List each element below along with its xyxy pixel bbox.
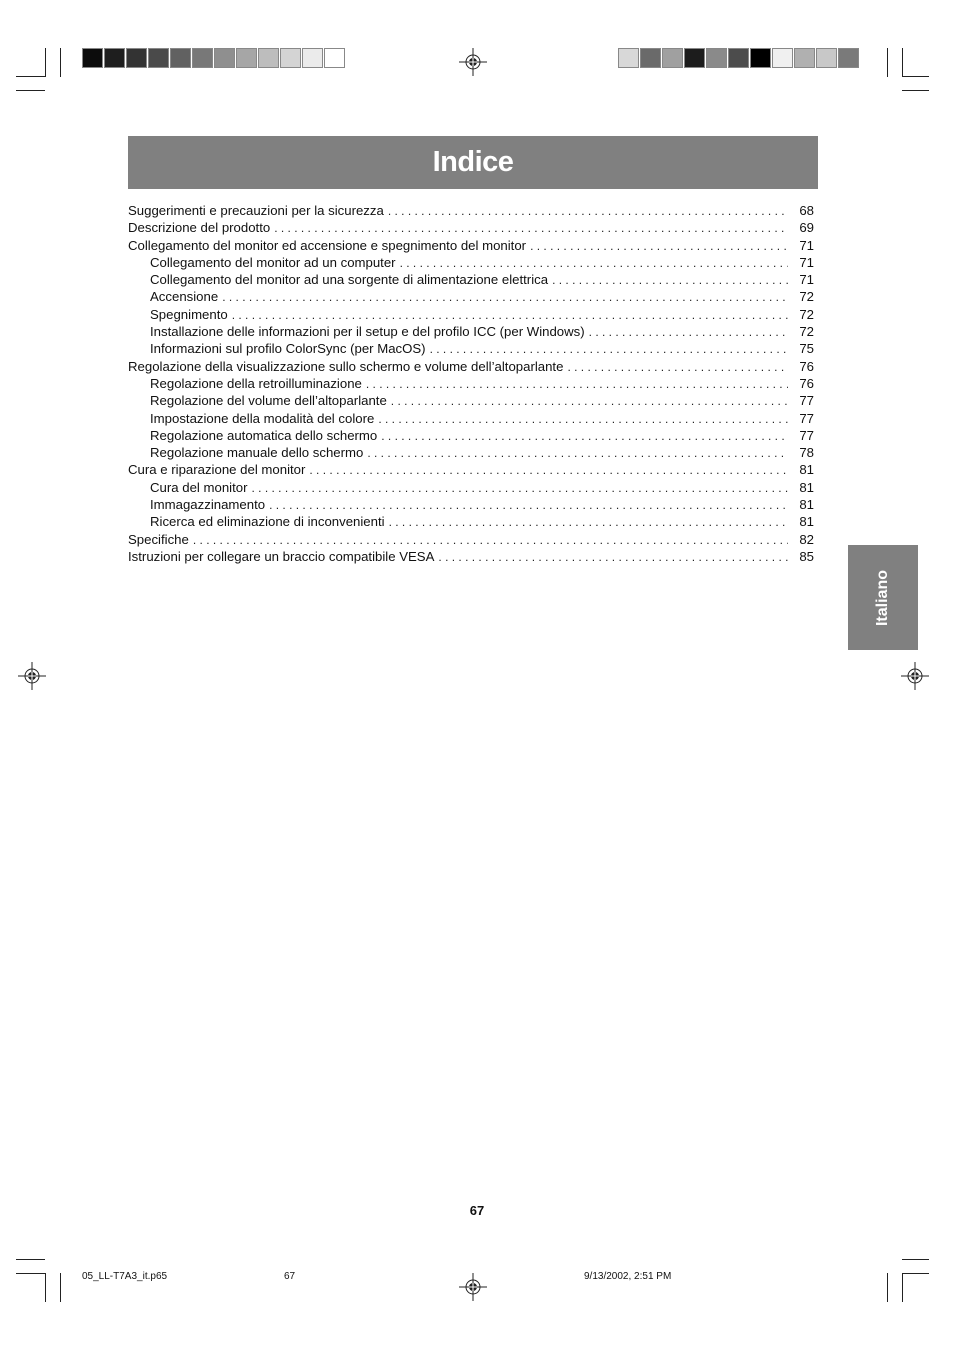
toc-entry-title: Descrizione del prodotto (128, 220, 271, 236)
color-bar-right (618, 48, 860, 68)
toc-leader-dots (552, 272, 788, 289)
language-tab-label: Italiano (873, 569, 891, 626)
toc-leader-dots (530, 238, 788, 255)
toc-entry-page: 77 (799, 393, 814, 409)
toc-entry-page: 81 (799, 514, 814, 530)
color-swatch (236, 48, 257, 68)
toc-leader-dots (438, 549, 788, 566)
toc-entry-title: Collegamento del monitor ed accensione e spegnimento del monitor (128, 237, 527, 253)
crop-mark (902, 1273, 903, 1302)
toc-entry-page: 72 (799, 289, 814, 305)
toc-leader-dots (366, 376, 788, 393)
toc-entry-page: 82 (799, 531, 814, 547)
toc-leader-dots (589, 324, 788, 341)
toc-entry-page: 77 (799, 410, 814, 426)
toc-entry-page: 76 (799, 375, 814, 391)
toc-leader-dots (251, 480, 788, 497)
toc-entry-title: Regolazione automatica dello schermo (150, 427, 378, 443)
crop-mark (60, 1273, 61, 1302)
registration-mark-icon (901, 662, 929, 690)
toc-entry (128, 444, 814, 461)
color-bar-left (82, 48, 346, 68)
toc-entry-title: Cura del monitor (150, 479, 248, 495)
color-swatch (772, 48, 793, 68)
toc-entry-title: Regolazione della visualizzazione sullo schermo e volume dell’altoparlante (128, 358, 564, 374)
toc-entry-title: Suggerimenti e precauzioni per la sicurezza (128, 203, 384, 218)
toc-entry-title: Accensione (150, 289, 219, 305)
toc-entry (128, 340, 814, 357)
toc-entry-title: Regolazione del volume dell’altoparlante (150, 393, 387, 409)
crop-mark (16, 1259, 45, 1260)
toc-entry (128, 461, 814, 478)
toc-entry-title: Cura e riparazione del monitor (128, 462, 306, 478)
toc-entry-page: 69 (799, 220, 814, 236)
toc-entry (128, 306, 814, 323)
toc-leader-dots (381, 428, 788, 445)
toc-entry-page: 81 (799, 479, 814, 495)
toc-entry (128, 531, 814, 548)
color-swatch (794, 48, 815, 68)
toc-leader-dots (367, 445, 788, 462)
toc-entry (128, 288, 814, 305)
crop-mark (16, 90, 45, 91)
toc-entry (128, 479, 814, 496)
toc-entry-page: 81 (799, 462, 814, 478)
crop-mark (45, 48, 46, 77)
toc-leader-dots (309, 462, 788, 479)
toc-entry (128, 410, 814, 427)
toc-entry (128, 548, 814, 565)
color-swatch (728, 48, 749, 68)
crop-mark (902, 90, 929, 91)
toc-entry-page: 72 (799, 324, 814, 340)
toc-leader-dots (400, 255, 788, 272)
toc-entry (128, 375, 814, 392)
toc-leader-dots (378, 411, 788, 428)
registration-mark-icon (18, 662, 46, 690)
toc-leader-dots (193, 532, 788, 549)
toc-leader-dots (274, 220, 788, 237)
toc-entry-page: 75 (799, 341, 814, 357)
toc-leader-dots (232, 307, 788, 324)
toc-entry-page: 85 (799, 548, 814, 564)
color-swatch (104, 48, 125, 68)
toc-entry-title: Installazione delle informazioni per il setup e del profilo ICC (per Windows) (150, 324, 585, 340)
toc-entry (128, 392, 814, 409)
toc-entry-page: 78 (799, 445, 814, 461)
registration-mark-icon (459, 48, 487, 76)
toc-entry-title: Collegamento del monitor ad una sorgente di alimentazione elettrica (150, 272, 549, 288)
toc-leader-dots (391, 393, 788, 410)
footer-timestamp: 9/13/2002, 2:51 PM (584, 1271, 672, 1282)
toc-entry-title: Spegnimento (150, 306, 228, 322)
crop-mark (16, 76, 45, 77)
crop-mark (902, 76, 929, 77)
toc-entry-page: 71 (799, 254, 814, 270)
toc-entry-page: 77 (799, 427, 814, 443)
toc-entry-title: Impostazione della modalità del colore (150, 410, 375, 426)
toc-leader-dots (222, 289, 788, 306)
toc-leader-dots (389, 514, 788, 531)
color-swatch (750, 48, 771, 68)
color-swatch (170, 48, 191, 68)
toc-entry-title: Ricerca ed eliminazione di inconvenienti (150, 514, 385, 530)
toc-entry (128, 427, 814, 444)
toc-entry-page: 71 (799, 237, 814, 253)
crop-mark (902, 48, 903, 77)
crop-mark (887, 48, 888, 77)
toc-leader-dots (388, 203, 788, 220)
crop-mark (887, 1273, 888, 1302)
toc-entry-title: Collegamento del monitor ad un computer (150, 254, 396, 270)
color-swatch (214, 48, 235, 68)
title-banner (128, 136, 818, 189)
toc-entry-title: Immagazzinamento (150, 497, 266, 513)
toc-entry (128, 202, 814, 219)
table-of-contents (128, 202, 814, 565)
toc-entry-title: Istruzioni per collegare un braccio compatibile VESA (128, 548, 435, 564)
color-swatch (706, 48, 727, 68)
color-swatch (192, 48, 213, 68)
toc-entry (128, 237, 814, 254)
toc-entry-page: 81 (799, 497, 814, 513)
toc-entry-title: Specifiche (128, 531, 189, 547)
toc-entry-title: Regolazione manuale dello schermo (150, 445, 364, 461)
toc-leader-dots (430, 341, 788, 358)
color-swatch (302, 48, 323, 68)
toc-entry-page: 71 (799, 272, 814, 288)
crop-mark (45, 1273, 46, 1302)
color-swatch (816, 48, 837, 68)
toc-entry (128, 496, 814, 513)
color-swatch (838, 48, 859, 68)
color-swatch (280, 48, 301, 68)
toc-leader-dots (567, 359, 788, 376)
registration-mark-icon (459, 1273, 487, 1301)
color-swatch (640, 48, 661, 68)
language-tab (848, 545, 918, 650)
toc-entry-page: 68 (799, 203, 814, 218)
toc-entry (128, 254, 814, 271)
color-swatch (618, 48, 639, 68)
toc-entry (128, 513, 814, 530)
toc-entry (128, 271, 814, 288)
color-swatch (82, 48, 103, 68)
color-swatch (148, 48, 169, 68)
color-swatch (684, 48, 705, 68)
crop-mark (902, 1259, 929, 1260)
color-swatch (662, 48, 683, 68)
toc-leader-dots (269, 497, 788, 514)
crop-mark (60, 48, 61, 77)
color-swatch (324, 48, 345, 68)
toc-entry (128, 219, 814, 236)
toc-entry (128, 323, 814, 340)
toc-entry-title: Regolazione della retroilluminazione (150, 375, 362, 391)
footer-file: 05_LL-T7A3_it.p65 (82, 1271, 168, 1282)
page-number: 67 (469, 1203, 485, 1218)
toc-entry-title: Informazioni sul profilo ColorSync (per MacOS) (150, 341, 426, 357)
toc-entry-page: 72 (799, 306, 814, 322)
toc-entry-page: 76 (799, 358, 814, 374)
toc-entry (128, 358, 814, 375)
color-swatch (126, 48, 147, 68)
page-title: Indice (432, 146, 514, 178)
crop-mark (16, 1273, 45, 1274)
crop-mark (902, 1273, 929, 1274)
footer-page: 67 (284, 1271, 296, 1282)
color-swatch (258, 48, 279, 68)
